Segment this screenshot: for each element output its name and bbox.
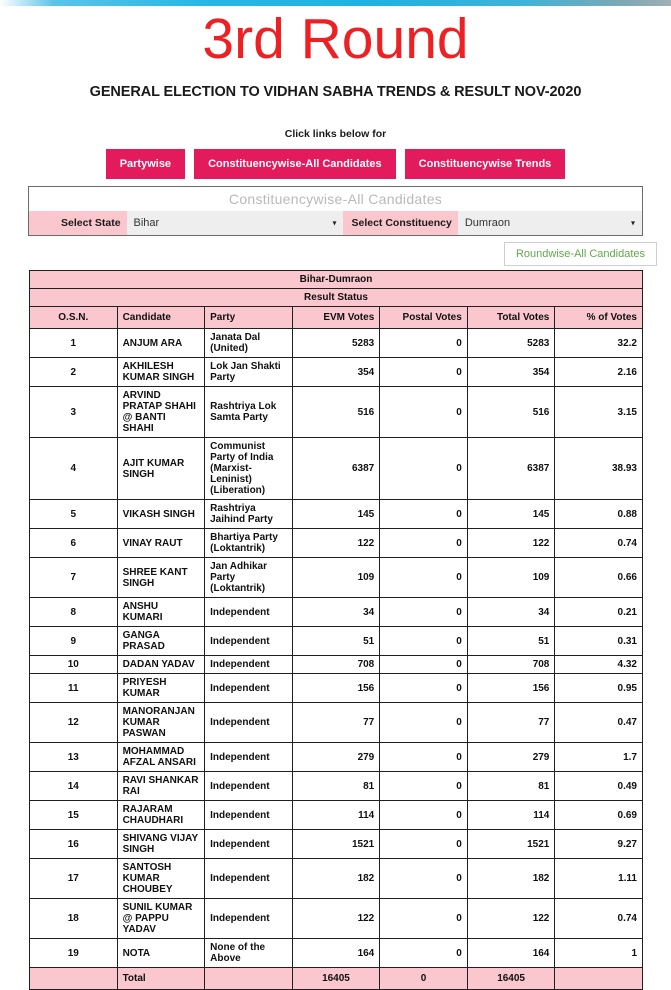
table-row [30,859,643,899]
row-party-cell: Independent [205,627,293,656]
row-evm-votes-cell: 279 [292,743,380,772]
row-pct-votes-cell: 2.16 [555,358,643,387]
row-candidate-cell: RAVI SHANKAR RAI [117,772,205,801]
table-row [30,674,643,703]
row-pct-votes-cell: 1.7 [555,743,643,772]
row-evm-votes-cell: 708 [292,656,380,674]
row-pct-votes-cell: 3.15 [555,387,643,438]
row-party-cell: Lok Jan Shakti Party [205,358,293,387]
row-evm-votes-cell: 516 [292,387,380,438]
row-osn-cell: 8 [30,598,118,627]
row-postal-votes-cell: 0 [380,899,468,939]
click-links-hint: Click links below for [284,128,387,140]
row-party-cell: Independent [205,859,293,899]
row-candidate-cell: DADAN YADAV [117,656,205,674]
row-osn-cell: 11 [30,674,118,703]
row-osn-cell: 13 [30,743,118,772]
row-total-votes-cell: 145 [467,500,555,529]
row-postal-votes-cell: 0 [380,656,468,674]
column-header-pct-votes: % of Votes [555,307,643,329]
column-header-party: Party [205,307,293,329]
row-candidate-cell: MOHAMMAD AFZAL ANSARI [117,743,205,772]
nav-button-row [0,149,671,179]
row-evm-votes-cell: 145 [292,500,380,529]
row-party-cell: Independent [205,598,293,627]
row-evm-votes-cell: 109 [292,558,380,598]
table-row [30,438,643,500]
selector-panel [28,186,643,236]
total-postal-cell: 0 [380,968,468,990]
row-evm-votes-cell: 6387 [292,438,380,500]
row-osn-cell: 1 [30,329,118,358]
row-total-votes-cell: 1521 [467,830,555,859]
row-postal-votes-cell: 0 [380,627,468,656]
row-candidate-cell: SANTOSH KUMAR CHOUBEY [117,859,205,899]
table-title-band: Bihar-Dumraon [30,271,643,289]
table-row [30,329,643,358]
row-evm-votes-cell: 1521 [292,830,380,859]
column-header-total-votes: Total Votes [467,307,555,329]
row-osn-cell: 6 [30,529,118,558]
row-total-votes-cell: 5283 [467,329,555,358]
table-row [30,830,643,859]
nav-button-constituencywise-trends[interactable]: Constituencywise Trends [405,149,566,179]
row-candidate-cell: ARVIND PRATAP SHAHI @ BANTI SHAHI [117,387,205,438]
row-osn-cell: 18 [30,899,118,939]
table-row [30,387,643,438]
row-postal-votes-cell: 0 [380,674,468,703]
selector-row [29,211,642,235]
total-total-cell: 16405 [467,968,555,990]
row-pct-votes-cell: 0.95 [555,674,643,703]
row-evm-votes-cell: 182 [292,859,380,899]
total-party-cell [205,968,293,990]
row-pct-votes-cell: 0.31 [555,627,643,656]
row-party-cell: None of the Above [205,939,293,968]
row-postal-votes-cell: 0 [380,743,468,772]
row-total-votes-cell: 34 [467,598,555,627]
row-total-votes-cell: 51 [467,627,555,656]
row-osn-cell: 4 [30,438,118,500]
row-party-cell: Independent [205,743,293,772]
page-title: 3rd Round [202,7,469,71]
select-constituency-label: Select Constituency [343,211,457,235]
table-row [30,598,643,627]
row-postal-votes-cell: 0 [380,438,468,500]
row-total-votes-cell: 109 [467,558,555,598]
row-evm-votes-cell: 122 [292,529,380,558]
row-osn-cell: 2 [30,358,118,387]
table-row [30,500,643,529]
row-pct-votes-cell: 0.21 [555,598,643,627]
row-evm-votes-cell: 114 [292,801,380,830]
row-postal-votes-cell: 0 [380,772,468,801]
row-party-cell: Independent [205,830,293,859]
row-osn-cell: 14 [30,772,118,801]
row-evm-votes-cell: 34 [292,598,380,627]
row-evm-votes-cell: 164 [292,939,380,968]
row-postal-votes-cell: 0 [380,801,468,830]
column-header-candidate: Candidate [117,307,205,329]
row-candidate-cell: AKHILESH KUMAR SINGH [117,358,205,387]
table-row [30,558,643,598]
row-total-votes-cell: 156 [467,674,555,703]
row-pct-votes-cell: 0.47 [555,703,643,743]
select-state-value: Bihar [133,217,160,229]
total-label-cell: Total [117,968,205,990]
row-party-cell: Independent [205,899,293,939]
row-party-cell: Rashtriya Lok Samta Party [205,387,293,438]
row-osn-cell: 17 [30,859,118,899]
row-party-cell: Janata Dal (United) [205,329,293,358]
table-row [30,743,643,772]
row-evm-votes-cell: 77 [292,703,380,743]
row-osn-cell: 3 [30,387,118,438]
row-party-cell: Independent [205,703,293,743]
row-pct-votes-cell: 1.11 [555,859,643,899]
table-column-header-row [30,307,643,329]
results-table-body [30,329,643,968]
row-pct-votes-cell: 32.2 [555,329,643,358]
table-row [30,772,643,801]
total-osn-cell [30,968,118,990]
row-candidate-cell: SUNIL KUMAR @ PAPPU YADAV [117,899,205,939]
row-total-votes-cell: 164 [467,939,555,968]
row-party-cell: Independent [205,801,293,830]
row-party-cell: Independent [205,656,293,674]
row-pct-votes-cell: 0.69 [555,801,643,830]
row-total-votes-cell: 708 [467,656,555,674]
row-evm-votes-cell: 81 [292,772,380,801]
table-row [30,801,643,830]
row-postal-votes-cell: 0 [380,703,468,743]
chevron-down-icon: ▾ [630,218,635,228]
column-header-osn: O.S.N. [30,307,118,329]
row-candidate-cell: NOTA [117,939,205,968]
row-evm-votes-cell: 122 [292,899,380,939]
table-row [30,358,643,387]
row-candidate-cell: ANJUM ARA [117,329,205,358]
row-candidate-cell: RAJARAM CHAUDHARI [117,801,205,830]
nav-button-partywise[interactable]: Partywise [106,149,185,179]
row-osn-cell: 12 [30,703,118,743]
column-header-evm-votes: EVM Votes [292,307,380,329]
page-subtitle: GENERAL ELECTION TO VIDHAN SABHA TRENDS & RESULT NOV-2020 [89,84,582,100]
select-constituency-value: Dumraon [464,217,511,229]
row-total-votes-cell: 354 [467,358,555,387]
row-pct-votes-cell: 0.49 [555,772,643,801]
row-candidate-cell: SHIVANG VIJAY SINGH [117,830,205,859]
row-postal-votes-cell: 0 [380,358,468,387]
row-osn-cell: 19 [30,939,118,968]
row-pct-votes-cell: 1 [555,939,643,968]
row-candidate-cell: MANORANJAN KUMAR PASWAN [117,703,205,743]
table-row [30,627,643,656]
results-table-foot [30,968,643,990]
selector-panel-caption: Constituencywise-All Candidates [228,191,443,207]
select-state-label: Select State [29,211,127,235]
row-total-votes-cell: 279 [467,743,555,772]
row-candidate-cell: PRIYESH KUMAR [117,674,205,703]
row-pct-votes-cell: 4.32 [555,656,643,674]
roundwise-all-candidates-button[interactable]: Roundwise-All Candidates [504,242,657,266]
row-postal-votes-cell: 0 [380,558,468,598]
row-candidate-cell: GANGA PRASAD [117,627,205,656]
row-evm-votes-cell: 5283 [292,329,380,358]
row-party-cell: Bhartiya Party (Loktantrik) [205,529,293,558]
row-postal-votes-cell: 0 [380,500,468,529]
row-postal-votes-cell: 0 [380,529,468,558]
row-total-votes-cell: 122 [467,899,555,939]
row-total-votes-cell: 114 [467,801,555,830]
row-postal-votes-cell: 0 [380,329,468,358]
row-postal-votes-cell: 0 [380,939,468,968]
table-total-row [30,968,643,990]
table-row [30,529,643,558]
table-status-band-row [30,289,643,307]
row-party-cell: Rashtriya Jaihind Party [205,500,293,529]
table-row [30,703,643,743]
total-pct-cell [555,968,643,990]
row-total-votes-cell: 81 [467,772,555,801]
row-evm-votes-cell: 156 [292,674,380,703]
row-pct-votes-cell: 9.27 [555,830,643,859]
row-postal-votes-cell: 0 [380,598,468,627]
row-osn-cell: 7 [30,558,118,598]
row-total-votes-cell: 6387 [467,438,555,500]
row-candidate-cell: VIKASH SINGH [117,500,205,529]
row-pct-votes-cell: 0.66 [555,558,643,598]
row-total-votes-cell: 77 [467,703,555,743]
row-pct-votes-cell: 0.74 [555,529,643,558]
row-candidate-cell: ANSHU KUMARI [117,598,205,627]
row-party-cell: Independent [205,674,293,703]
row-evm-votes-cell: 354 [292,358,380,387]
row-party-cell: Communist Party of India (Marxist-Leninist) (Liberation) [205,438,293,500]
table-status-band: Result Status [30,289,643,307]
row-candidate-cell: VINAY RAUT [117,529,205,558]
row-postal-votes-cell: 0 [380,830,468,859]
table-row [30,899,643,939]
select-constituency-dropdown[interactable] [458,211,642,235]
row-postal-votes-cell: 0 [380,859,468,899]
table-row [30,939,643,968]
row-osn-cell: 16 [30,830,118,859]
results-table-wrapper [29,270,643,990]
row-pct-votes-cell: 0.88 [555,500,643,529]
results-table-head [30,271,643,329]
row-total-votes-cell: 182 [467,859,555,899]
table-row [30,656,643,674]
row-party-cell: Jan Adhikar Party (Loktantrik) [205,558,293,598]
row-osn-cell: 5 [30,500,118,529]
row-party-cell: Independent [205,772,293,801]
row-candidate-cell: AJIT KUMAR SINGH [117,438,205,500]
row-postal-votes-cell: 0 [380,387,468,438]
row-osn-cell: 10 [30,656,118,674]
chevron-down-icon: ▾ [332,218,337,228]
results-table [29,270,643,990]
row-evm-votes-cell: 51 [292,627,380,656]
row-pct-votes-cell: 0.74 [555,899,643,939]
row-total-votes-cell: 122 [467,529,555,558]
nav-button-constituencywise-all-candidates[interactable]: Constituencywise-All Candidates [194,149,396,179]
column-header-postal-votes: Postal Votes [380,307,468,329]
total-evm-cell: 16405 [292,968,380,990]
row-pct-votes-cell: 38.93 [555,438,643,500]
select-state-dropdown[interactable] [127,211,344,235]
row-osn-cell: 15 [30,801,118,830]
row-osn-cell: 9 [30,627,118,656]
table-title-band-row [30,271,643,289]
row-total-votes-cell: 516 [467,387,555,438]
row-candidate-cell: SHREE KANT SINGH [117,558,205,598]
